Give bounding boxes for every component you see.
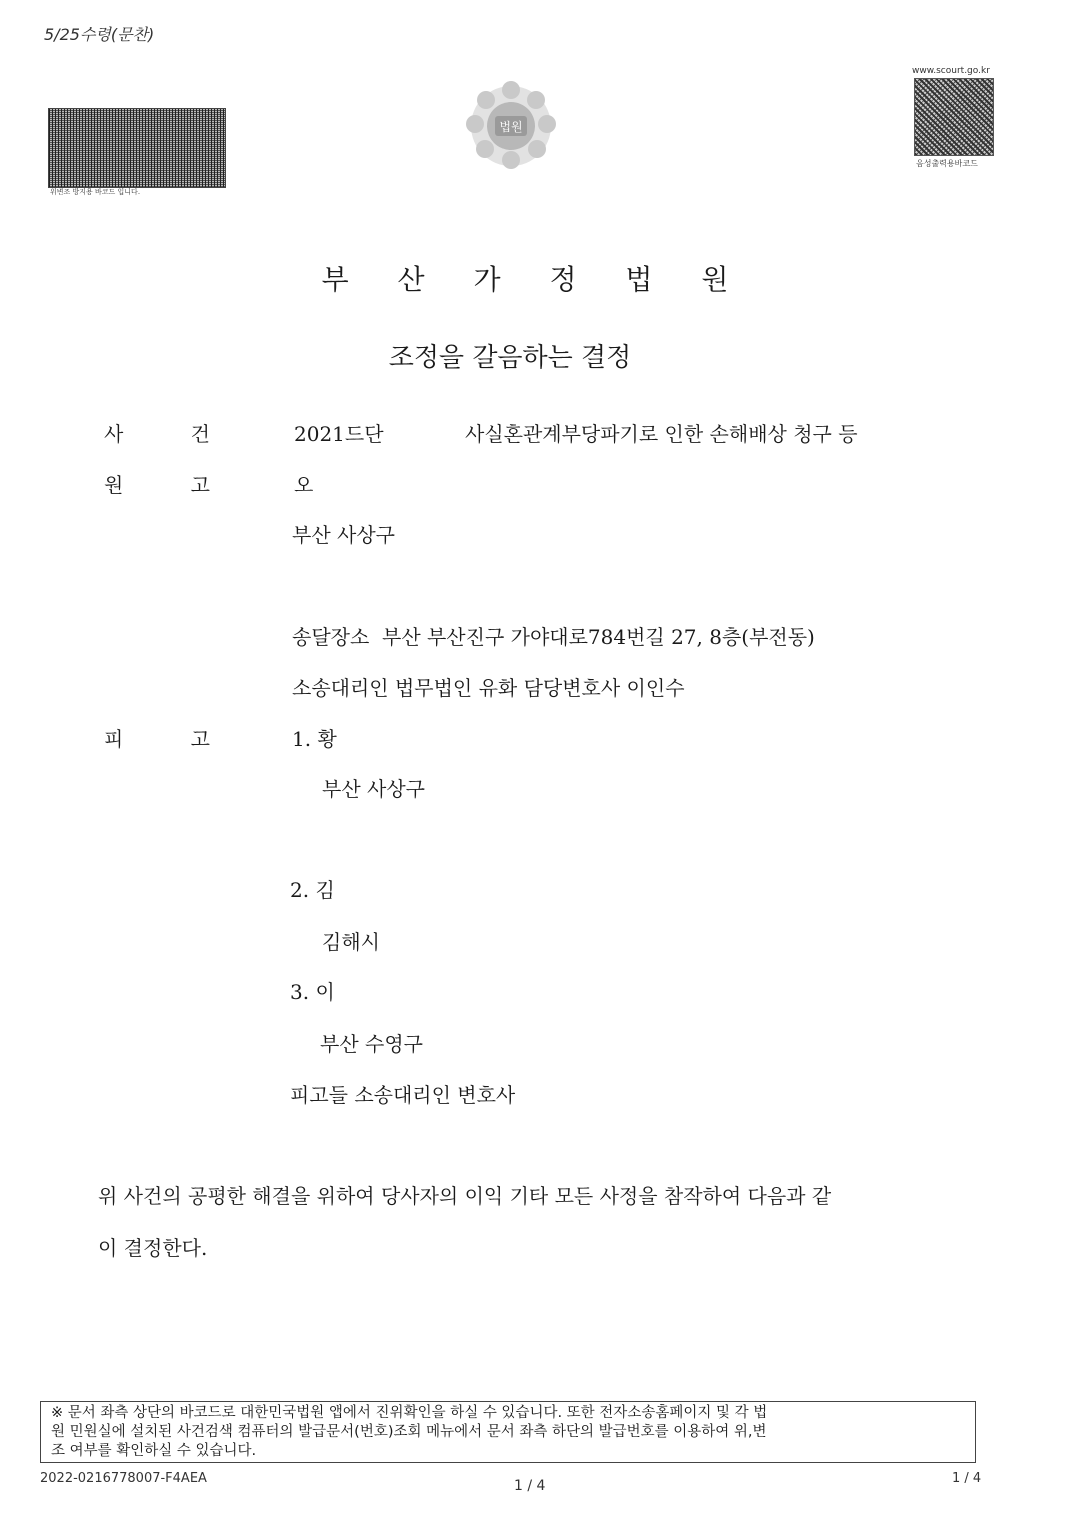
defendant-1-name: 1. 황 xyxy=(292,727,337,751)
handwritten-note: 5/25수령(문찬) xyxy=(44,25,155,44)
qr-url: www.scourt.go.kr xyxy=(912,66,990,76)
document-title: 조정을 갈음하는 결정 xyxy=(388,343,632,373)
plaintiff-label: 원 고 xyxy=(104,473,210,497)
defendant-3-address: 부산 수영구 xyxy=(320,1032,423,1056)
court-seal-icon xyxy=(466,80,556,172)
defendant-2-name: 2. 김 xyxy=(290,878,335,902)
plaintiff-attorney: 소송대리인 법무법인 유화 담당변호사 이인수 xyxy=(292,676,685,700)
voice-output-barcode xyxy=(914,78,994,156)
page-indicator-right: 1 / 4 xyxy=(952,1471,982,1486)
defendants-attorney: 피고들 소송대리인 변호사 xyxy=(290,1083,516,1107)
case-name: 사실혼관계부당파기로 인한 손해배상 청구 등 xyxy=(465,422,858,446)
barcode-caption: 위변조 방지용 바코드 입니다. xyxy=(50,188,141,196)
issue-number: 2022-0216778007-F4AEA xyxy=(40,1471,207,1486)
defendant-label: 피 고 xyxy=(104,727,210,751)
page-indicator-center: 1 / 4 xyxy=(514,1478,546,1494)
case-label: 사 건 xyxy=(104,422,210,446)
notice-line-2: 원 민원실에 설치된 사건검색 컴퓨터의 발급문서(번호)조회 메뉴에서 문서 좌측 하단의 발급번호를 이용하여 위,변 xyxy=(51,1424,767,1440)
seal-text: 법원 xyxy=(499,120,523,134)
case-number: 2021드단 xyxy=(294,422,384,446)
notice-line-3: 조 여부를 확인하실 수 있습니다. xyxy=(51,1443,257,1459)
court-name: 부 산 가 정 법 원 xyxy=(321,263,749,296)
anti-forgery-barcode xyxy=(48,108,226,188)
defendant-3-name: 3. 이 xyxy=(290,980,335,1004)
plaintiff-name: 오 xyxy=(294,473,314,497)
body-line-1: 위 사건의 공평한 해결을 위하여 당사자의 이익 기타 모든 사정을 참작하여 다음과 같 xyxy=(98,1184,832,1208)
delivery-address: 송달장소 부산 부산진구 가야대로784번길 27, 8층(부전동) xyxy=(292,625,815,649)
plaintiff-address: 부산 사상구 xyxy=(292,523,395,547)
defendant-2-address: 김해시 xyxy=(322,930,380,954)
qr-caption: 음성출력용바코드 xyxy=(916,159,978,168)
body-line-2: 이 결정한다. xyxy=(98,1236,208,1260)
notice-line-1: ※ 문서 좌측 상단의 바코드로 대한민국법원 앱에서 진위확인을 하실 수 있습니다. 또한 전자소송홈페이지 및 각 법 xyxy=(51,1405,768,1421)
authenticity-notice xyxy=(40,1401,976,1463)
defendant-1-address: 부산 사상구 xyxy=(322,777,425,801)
